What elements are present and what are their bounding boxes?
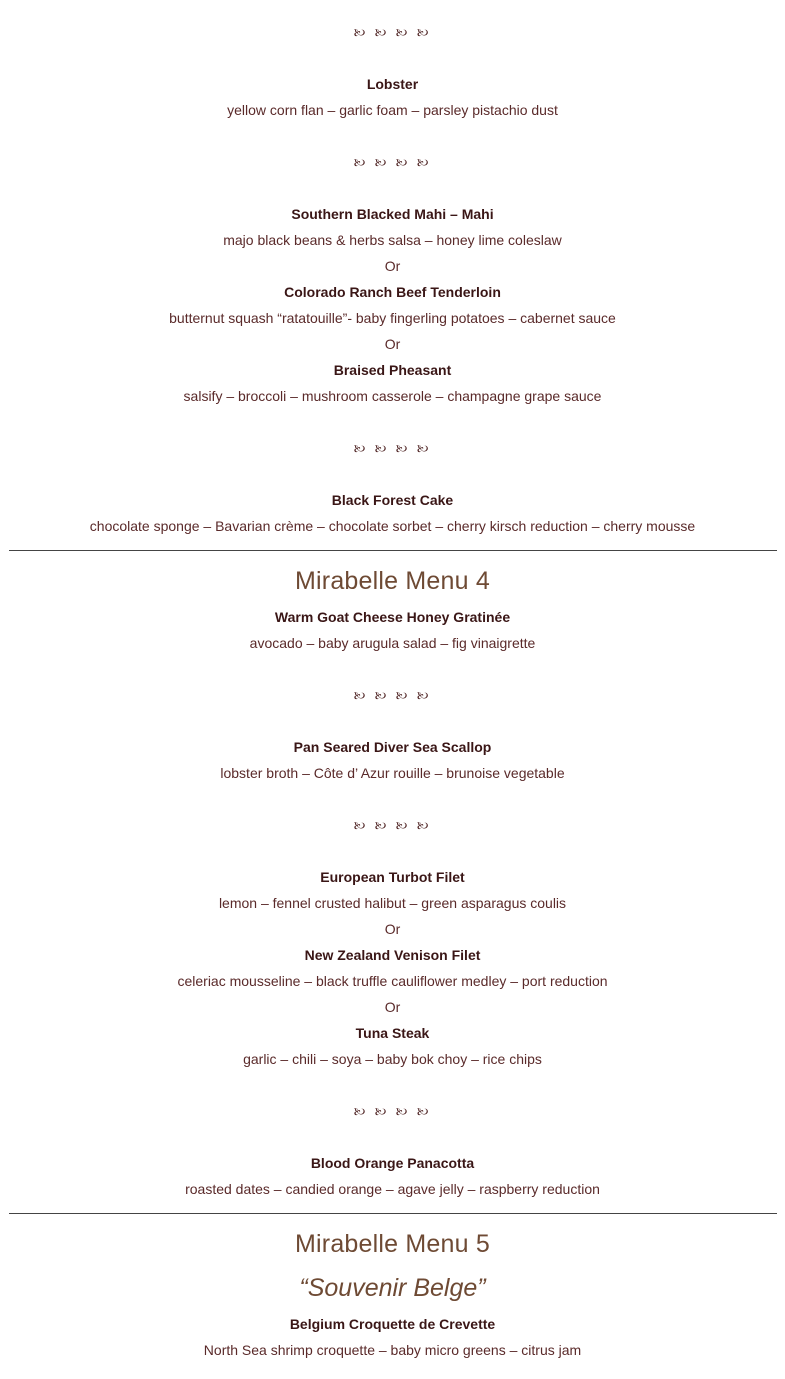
dish-title-goat-cheese: Warm Goat Cheese Honey Gratinée (274, 609, 511, 625)
dish-title-venison: New Zealand Venison Filet (304, 947, 481, 963)
menu-divider-rule (9, 1213, 777, 1214)
dish-description-turbot: lemon – fennel crusted halibut – green asparagus coulis (218, 895, 567, 911)
dish-title-pheasant: Braised Pheasant (333, 362, 452, 378)
dish-description-tuna: garlic – chili – soya – baby bok choy – rice chips (243, 1051, 542, 1067)
dish-title-turbot: European Turbot Filet (320, 869, 465, 885)
menu-heading: Mirabelle Menu 5 (295, 1230, 490, 1258)
dish-title-panacotta: Blood Orange Panacotta (310, 1155, 475, 1171)
menu-subheading: “Souvenir Belge” (299, 1274, 486, 1302)
menu-heading: Mirabelle Menu 4 (295, 567, 490, 595)
dish-description-beef: butternut squash “ratatouille”- baby fingerling potatoes – cabernet sauce (169, 310, 616, 326)
dish-title-croquette: Belgium Croquette de Crevette (289, 1316, 496, 1332)
dish-description-mahi: majo black beans & herbs salsa – honey lime coleslaw (223, 232, 562, 248)
dish-title-cake: Black Forest Cake (331, 492, 454, 508)
dish-title-tuna: Tuna Steak (355, 1025, 430, 1041)
dish-description-cake: chocolate sponge – Bavarian crème – chocolate sorbet – cherry kirsch reduction – cherry mousse (89, 518, 696, 534)
section-separator: 🙠 🙠 🙠 🙠 (353, 819, 432, 833)
dish-description-croquette: North Sea shrimp croquette – baby micro greens – citrus jam (203, 1342, 582, 1358)
dish-title-scallop: Pan Seared Diver Sea Scallop (293, 739, 492, 755)
dish-title-beef: Colorado Ranch Beef Tenderloin (284, 284, 501, 300)
dish-title-mahi: Southern Blacked Mahi – Mahi (291, 206, 494, 222)
menu-divider-rule (9, 550, 777, 551)
dish-description-scallop: lobster broth – Côte d’ Azur rouille – brunoise vegetable (220, 765, 565, 781)
dish-description-pheasant: salsify – broccoli – mushroom casserole – champagne grape sauce (183, 388, 602, 404)
or-divider: Or (384, 258, 401, 274)
dish-description-panacotta: roasted dates – candied orange – agave jelly – raspberry reduction (185, 1181, 600, 1197)
section-separator: 🙠 🙠 🙠 🙠 (353, 156, 432, 170)
section-separator: 🙠 🙠 🙠 🙠 (353, 26, 432, 40)
section-separator: 🙠 🙠 🙠 🙠 (353, 689, 432, 703)
dish-description-venison: celeriac mousseline – black truffle cauliflower medley – port reduction (177, 973, 608, 989)
section-separator: 🙠 🙠 🙠 🙠 (353, 442, 432, 456)
or-divider: Or (384, 921, 401, 937)
or-divider: Or (384, 336, 401, 352)
section-separator: 🙠 🙠 🙠 🙠 (353, 1105, 432, 1119)
dish-description-lobster: yellow corn flan – garlic foam – parsley pistachio dust (227, 102, 558, 118)
or-divider: Or (384, 999, 401, 1015)
dish-title-lobster: Lobster (366, 76, 419, 92)
dish-description-goat-cheese: avocado – baby arugula salad – fig vinaigrette (249, 635, 536, 651)
